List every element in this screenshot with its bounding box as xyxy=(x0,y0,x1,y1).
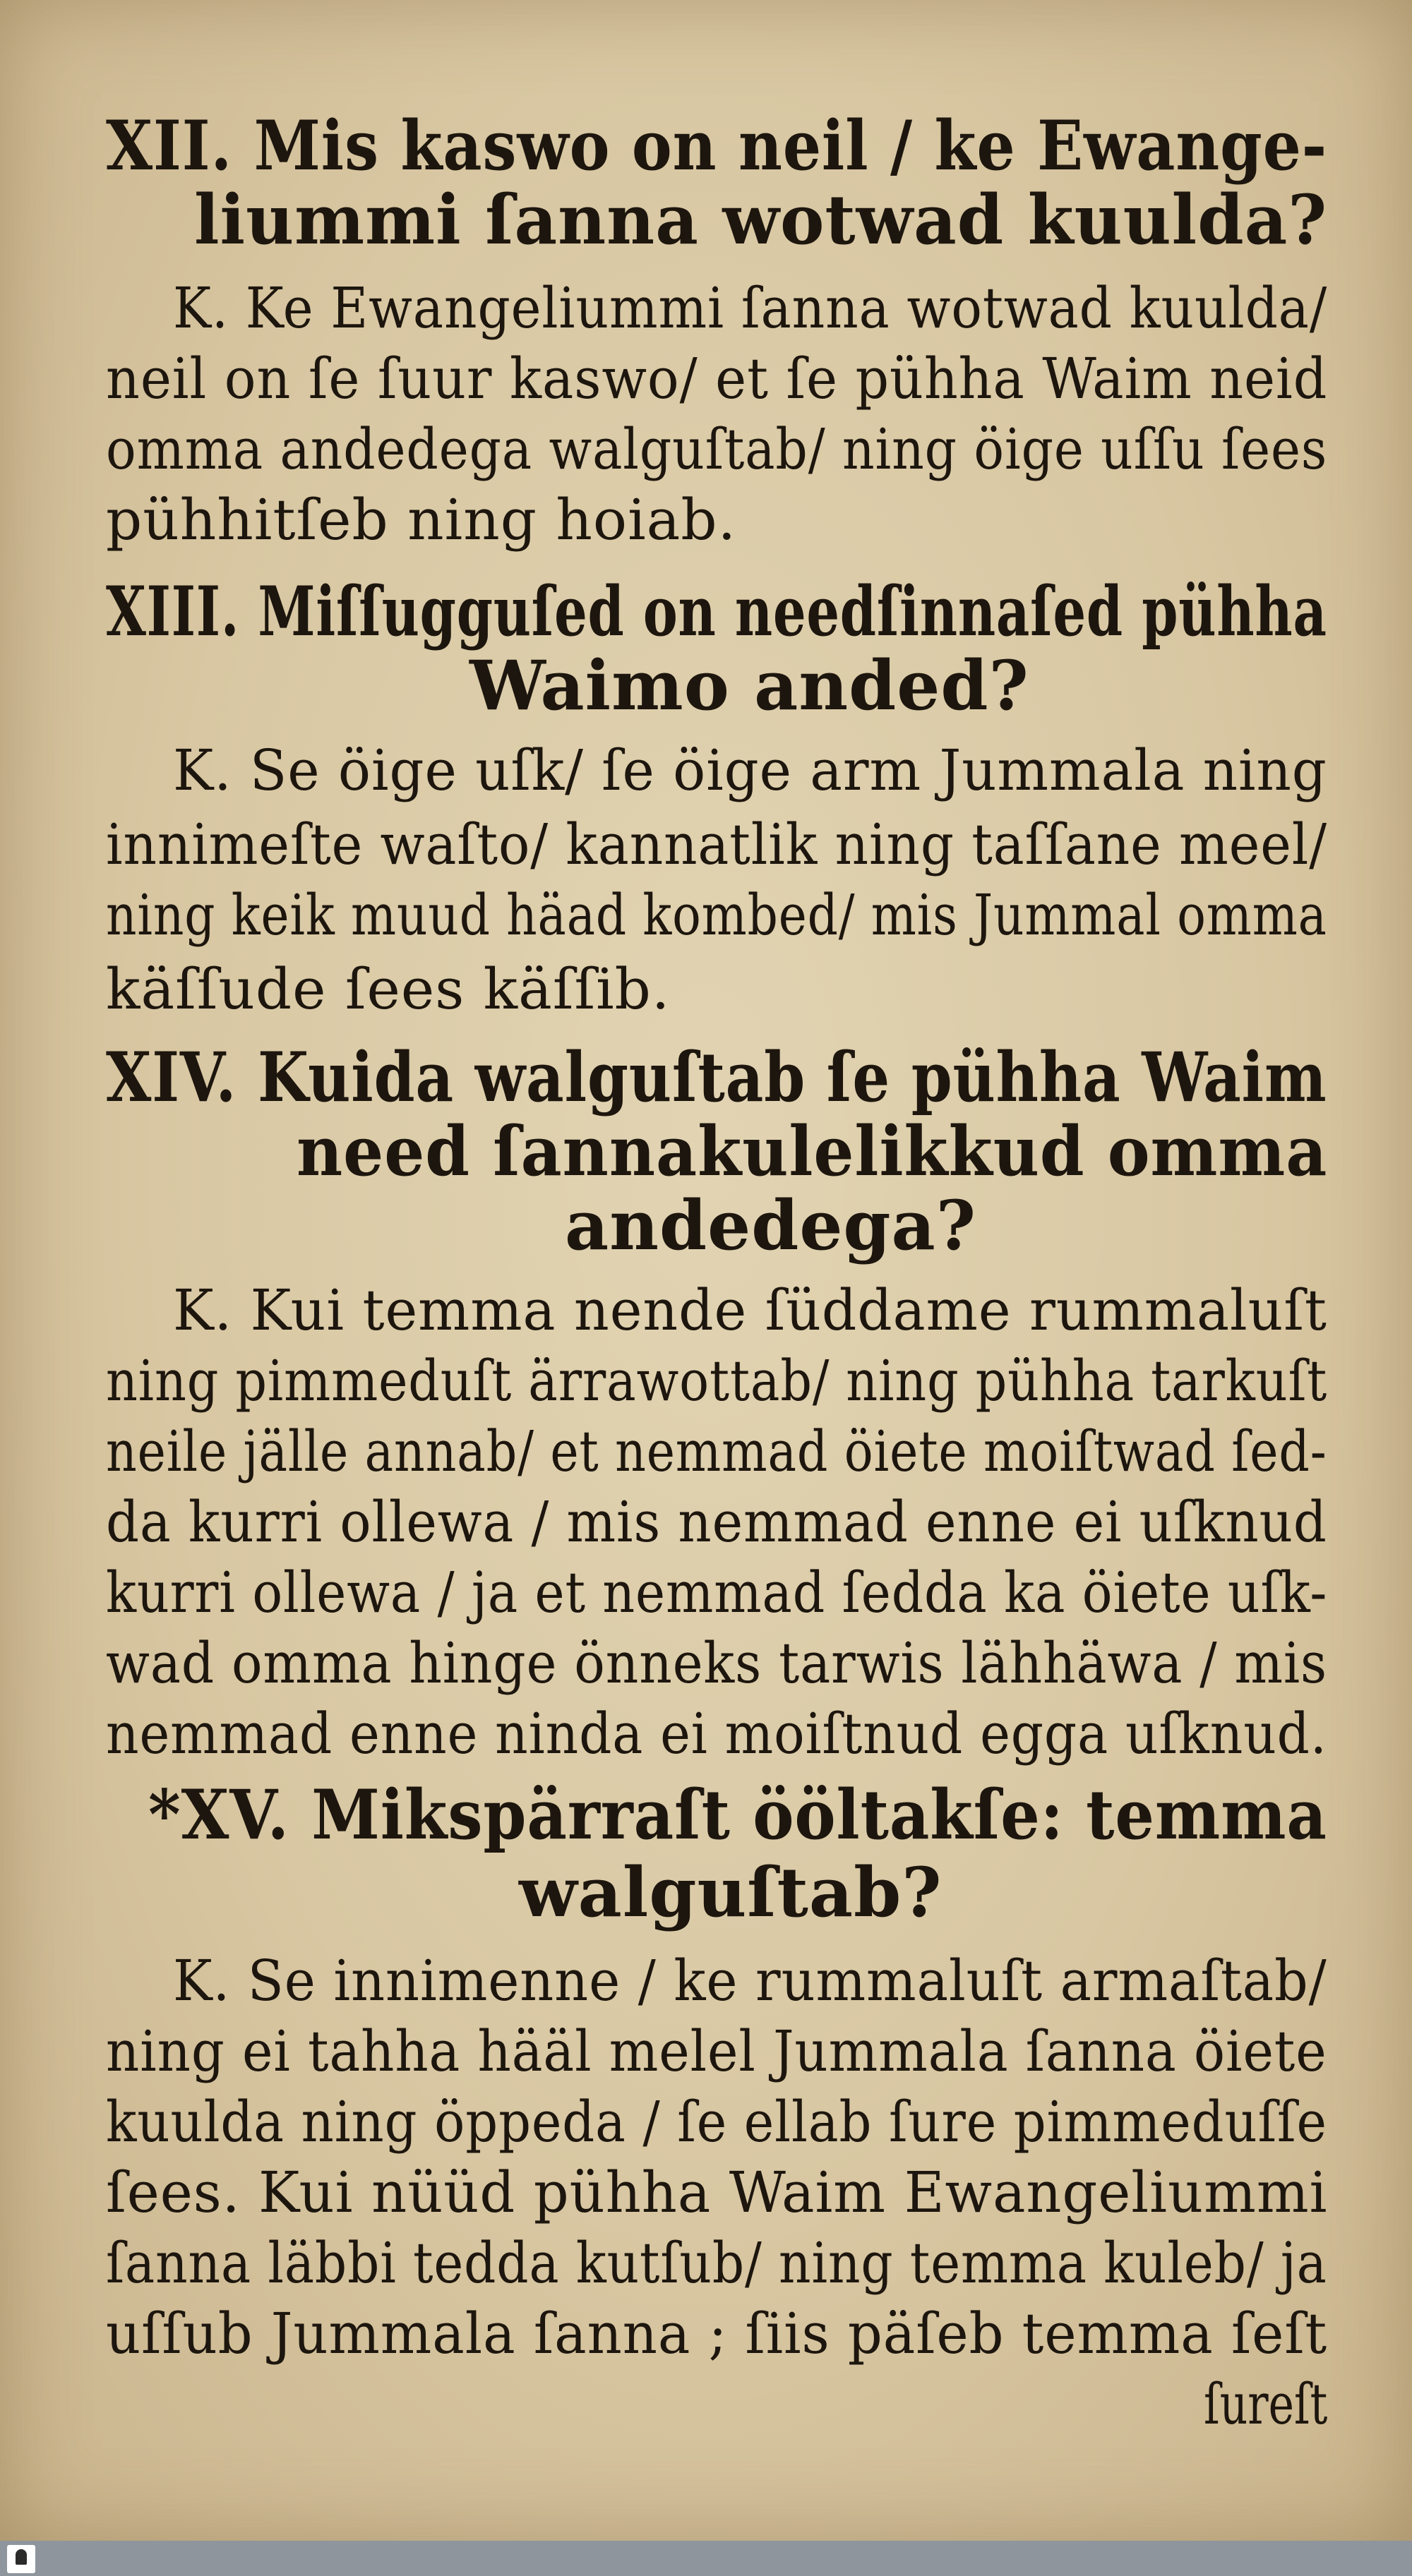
answer-xiv-line-2: ning pimmeduſt ärrawottab/ ning pühha tarkuſt xyxy=(106,1348,1328,1414)
question-xii-line-1: XII. Mis kaswo on neil / ke Ewange- xyxy=(106,106,1327,186)
answer-xii-line-4: pühhitſeb ning hoiab. xyxy=(106,487,736,553)
answer-xiv-line-4: da kurri ollewa / mis nemmad enne ei uſknud xyxy=(106,1489,1327,1555)
logo-mark-icon xyxy=(16,2549,27,2565)
answer-xv-line-4: ſees. Kui nüüd pühha Waim Ewangeliummi xyxy=(106,2160,1328,2225)
answer-xiv-line-7: nemmad enne ninda ei moiſtnud egga uſknud. xyxy=(106,1701,1327,1767)
answer-xv-line-3: kuulda ning öppeda / ſe ellab ſure pimmeduſſe xyxy=(106,2089,1327,2155)
answer-xv-line-1: K. Se innimenne / ke rummaluſt armaſtab/ xyxy=(173,1948,1327,2014)
answer-xiv-line-3: neile jälle annab/ et nemmad öiete moiſtwad ſed- xyxy=(106,1419,1327,1484)
answer-xiv-line-6: wad omma hinge önneks tarwis lähhäwa / mis xyxy=(106,1630,1328,1696)
question-xiv-line-1: XIV. Kuida walguſtab ſe pühha Waim xyxy=(106,1037,1327,1117)
question-xii-line-2: liummi ſanna wotwad kuulda? xyxy=(194,180,1328,260)
scan-footer-strip xyxy=(0,2541,1412,2576)
answer-xiii-line-1: K. Se öige uſk/ ſe öige arm Jummala ning xyxy=(173,738,1327,803)
question-xiii-line-1: XIII. Miſſugguſed on needſinnaſed pühha xyxy=(106,572,1327,651)
question-xiii-line-2: Waimo anded? xyxy=(469,646,1029,726)
question-xiv-line-2: need ſannakulelikkud omma xyxy=(297,1112,1328,1191)
question-xv-line-2: walguſtab? xyxy=(519,1853,943,1932)
answer-xiv-line-5: kurri ollewa / ja et nemmad ſedda ka öiete uſk- xyxy=(106,1560,1328,1625)
question-xv-line-1: *XV. Mikspärraſt ööltakſe: temma xyxy=(148,1775,1327,1855)
answer-xv-line-6: uſſub Jummala ſanna ; ſiis päſeb temma ſeſt xyxy=(106,2301,1328,2366)
answer-xiii-line-2: innimeſte waſto/ kannatlik ning taſſane meel/ xyxy=(106,812,1327,877)
answer-xii-line-1: K. Ke Ewangeliummi ſanna wotwad kuulda/ xyxy=(173,275,1328,341)
answer-xii-line-3: omma andedega walguſtab/ ning öige uſſu ſees xyxy=(106,416,1328,482)
question-xiv-line-3: andedega? xyxy=(565,1186,976,1265)
answer-xv-line-2: ning ei tahha hääl melel Jummala ſanna öiete xyxy=(106,2018,1327,2084)
answer-xiii-line-3: ning keik muud häad kombed/ mis Jummal omma xyxy=(106,882,1327,948)
library-logo-icon xyxy=(7,2545,35,2573)
answer-xv-line-5: ſanna läbbi tedda kutſub/ ning temma kuleb/ ja xyxy=(106,2230,1327,2296)
answer-xii-line-2: neil on ſe ſuur kaswo/ et ſe pühha Waim neid xyxy=(106,346,1328,411)
answer-xiv-line-1: K. Kui temma nende ſüddame rummaluſt xyxy=(173,1277,1327,1343)
answer-xiii-line-4: käſſude ſees käſſib. xyxy=(106,956,671,1022)
catchword: ſureſt xyxy=(1204,2371,1328,2437)
